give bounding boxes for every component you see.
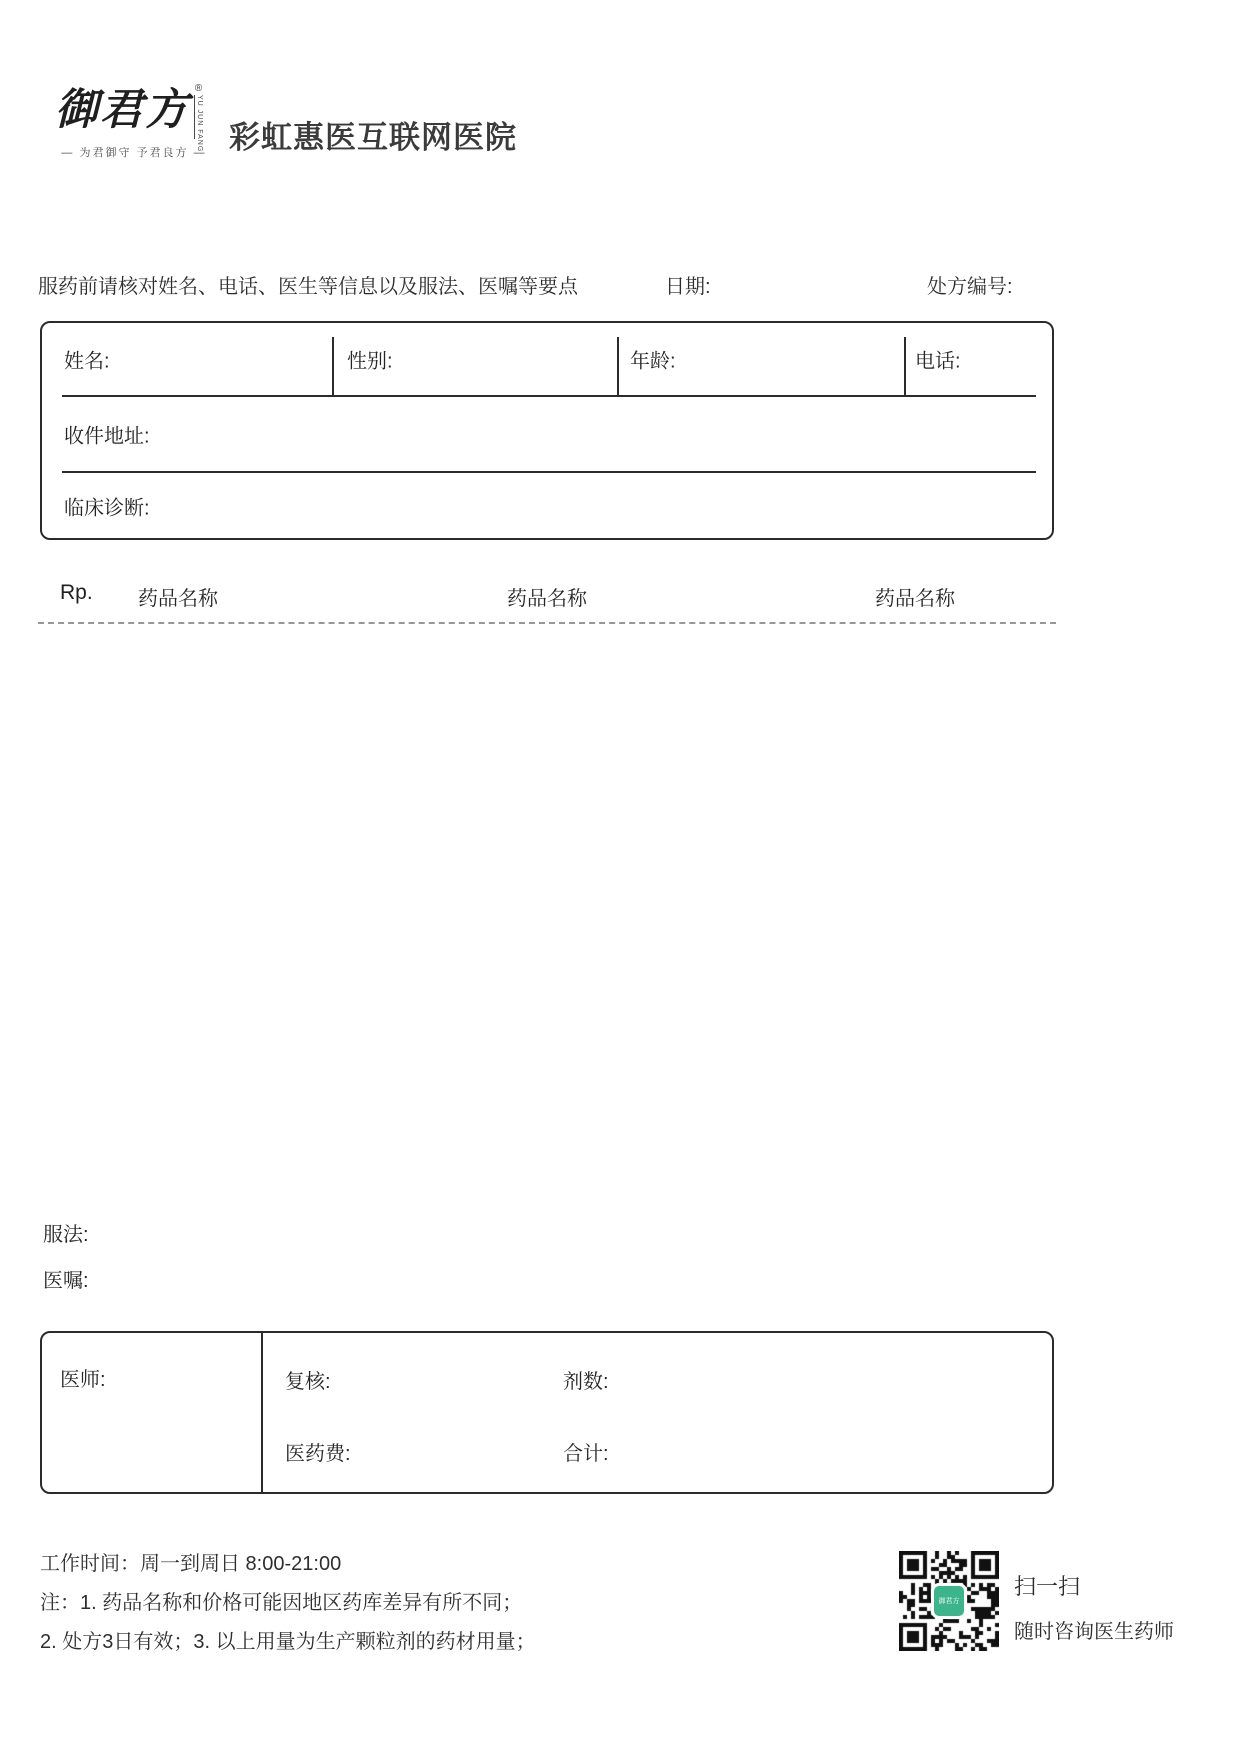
clinical-diagnosis-label: 临床诊断: bbox=[64, 497, 150, 519]
work-hours-text: 工作时间：周一到周日 8:00-21:00 bbox=[40, 1553, 342, 1575]
column-divider bbox=[617, 337, 619, 395]
registered-trademark-icon: ® bbox=[194, 83, 203, 94]
patient-identity-row bbox=[42, 323, 1052, 395]
clinical-diagnosis-row bbox=[42, 473, 1052, 538]
review-label: 复核: bbox=[285, 1371, 331, 1393]
patient-age-label: 年龄: bbox=[630, 350, 676, 373]
column-divider bbox=[904, 337, 906, 395]
brand-logo-wordmark: 御君方 bbox=[55, 85, 190, 135]
drug-name-column-header: 药品名称 bbox=[507, 588, 587, 610]
physician-label: 医师: bbox=[60, 1369, 106, 1391]
patient-address-row bbox=[42, 397, 1052, 471]
brand-tagline: — 为君御守 予君良方 — bbox=[61, 147, 207, 159]
physician-cell bbox=[42, 1333, 263, 1492]
total-label: 合计: bbox=[563, 1443, 609, 1465]
qr-code bbox=[899, 1551, 999, 1651]
note-line-2: 2. 处方3日有效；3. 以上用量为生产颗粒剂的药材用量； bbox=[40, 1631, 536, 1653]
summary-right-cell bbox=[263, 1333, 1052, 1492]
dose-count-label: 剂数: bbox=[563, 1371, 609, 1393]
scan-subtitle: 随时咨询医生药师 bbox=[1014, 1621, 1174, 1643]
drug-name-column-header: 药品名称 bbox=[875, 588, 955, 610]
drug-list-area bbox=[40, 630, 1054, 1210]
meta-row bbox=[38, 270, 1204, 298]
qr-caption bbox=[1014, 1570, 1174, 1644]
qr-center-logo bbox=[934, 1586, 964, 1616]
patient-name-label: 姓名: bbox=[64, 350, 110, 373]
brand-logo-pinyin: YU JUN FANG bbox=[196, 95, 203, 153]
scan-title: 扫一扫 bbox=[1014, 1574, 1081, 1599]
prescription-number-label: 处方编号: bbox=[927, 276, 1013, 298]
column-divider bbox=[332, 337, 334, 395]
verification-notice: 服药前请核对姓名、电话、医生等信息以及服法、医嘱等要点 bbox=[38, 276, 578, 298]
dashed-separator bbox=[38, 622, 1056, 624]
note-line-1: 注：1. 药品名称和价格可能因地区药库差异有所不同； bbox=[40, 1592, 523, 1614]
medicine-fee-label: 医药费: bbox=[285, 1443, 351, 1465]
hospital-title: 彩虹惠医互联网医院 bbox=[229, 120, 517, 155]
summary-box bbox=[40, 1331, 1054, 1494]
footer-notes bbox=[40, 1545, 536, 1662]
patient-gender-label: 性别: bbox=[347, 350, 393, 373]
rp-header-row bbox=[40, 581, 1054, 609]
shipping-address-label: 收件地址: bbox=[64, 425, 150, 448]
doctor-advice-label: 医嘱: bbox=[43, 1270, 89, 1292]
date-label: 日期: bbox=[665, 276, 711, 298]
rp-label: Rp. bbox=[60, 581, 93, 604]
qr-center-logo-text: 御君方 bbox=[938, 1598, 960, 1605]
drug-name-column-header: 药品名称 bbox=[138, 588, 218, 610]
patient-info-box bbox=[40, 321, 1054, 540]
usage-label: 服法: bbox=[43, 1224, 89, 1246]
brand-logo bbox=[55, 83, 215, 160]
patient-phone-label: 电话: bbox=[915, 350, 961, 373]
